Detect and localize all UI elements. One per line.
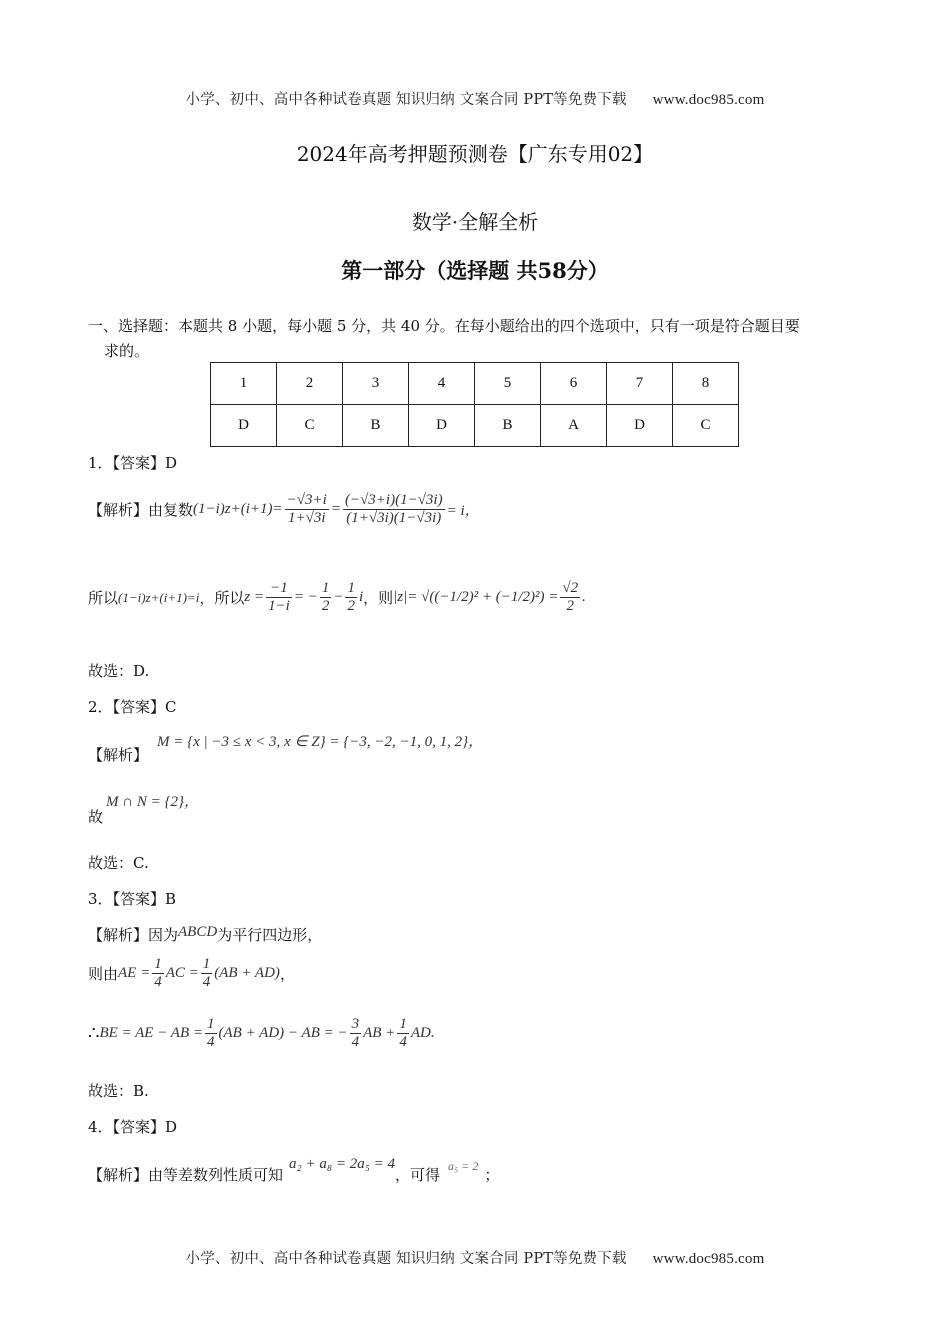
q1-z-rest: = −: [293, 589, 318, 605]
part-heading: 第一部分（选择题 共58分）: [341, 258, 609, 283]
q1-equation-tail: = i，: [446, 503, 480, 519]
fraction-denominator: 1+√3i: [287, 510, 326, 526]
q2-line2-prefix: 故: [88, 808, 104, 826]
q2-analysis-label: 【解析】: [88, 746, 149, 764]
table-cell: 6: [541, 363, 607, 405]
q3-ad: AD: [410, 1025, 431, 1041]
table-cell: C: [673, 405, 739, 447]
table-cell: D: [607, 405, 673, 447]
fraction-numerator: −1: [266, 580, 292, 598]
q3-fraction-5: [397, 1016, 409, 1051]
fraction-numerator: 1: [321, 580, 330, 596]
fraction-denominator: 2: [347, 598, 355, 614]
fraction-numerator: 1: [154, 956, 162, 972]
q1-fraction-5: [345, 580, 357, 615]
table-cell: 7: [607, 363, 673, 405]
q2-equation-2: M ∩ N = {2}: [106, 794, 184, 810]
q3-analysis-suffix: 为平行四边形，: [217, 926, 323, 944]
q1-line2-prefix: 所以: [88, 589, 119, 607]
fraction-denominator: 4: [202, 974, 211, 990]
q3-sum: (AB + AD): [214, 965, 280, 981]
q3-ac: AC =: [165, 965, 199, 981]
fraction-numerator: 1: [399, 1016, 407, 1032]
fraction-numerator: 1: [202, 956, 211, 972]
table-cell: B: [475, 405, 541, 447]
fraction-denominator: 1−i: [268, 598, 290, 614]
q1-z-minus: −: [333, 589, 344, 605]
q4-tail: ；: [484, 1166, 500, 1184]
q1-fraction-4: [320, 580, 332, 615]
q2-intersection: M ∩ N = {2}，: [106, 794, 199, 810]
q3-be-mid: (AB + AD) − AB = −: [218, 1025, 348, 1041]
q1-choice: 故选：D.: [88, 662, 150, 680]
q1-modulus-expression: |z|= √((−1/2)² + (−1/2)²) =: [393, 589, 559, 605]
q1-fraction-1: [285, 492, 329, 527]
q3-fraction-3: [205, 1016, 217, 1051]
fraction-denominator: 4: [154, 974, 162, 990]
q1-fraction-2: [343, 492, 445, 527]
q1-line2-then: ，则: [363, 589, 394, 607]
q3-choice: 故选：B.: [88, 1082, 149, 1100]
q3-analysis-line3: ∴ BE = AE − AB = $\frac{1}{4}$ (AB + AD) − AB = − $\frac{3}{4}$ AB + $\frac{1}{4}$ AD .: [88, 1016, 435, 1050]
q1-analysis-label: 【解析】由复数: [88, 501, 194, 519]
answer-table: [210, 362, 739, 447]
table-cell: B: [343, 405, 409, 447]
watermark-site-link[interactable]: www.doc985.com: [652, 1251, 765, 1267]
table-cell: 5: [475, 363, 541, 405]
q3-analysis-line1: [88, 924, 322, 945]
answer-table-answer-row: [211, 405, 739, 447]
q1-line2-mid: ，所以: [199, 589, 245, 607]
q1-fraction-3: [266, 580, 292, 615]
fraction-denominator: (1+√3i)(1−√3i): [346, 510, 442, 526]
q3-abcd: ABCD: [178, 924, 218, 940]
therefore-icon: ∴: [88, 1023, 100, 1044]
q3-analysis-line2: 则由 AE = $\frac{1}{4}$ AC = $\frac{1}{4}$ (AB + AD) ，: [88, 956, 295, 990]
q4-equation-1: a₂ + a₈ = 2a₅ = 4: [289, 1156, 396, 1172]
q1-analysis-line1: 【解析】由复数 (1−i)z+(i+1)= $\frac{-√3+i}{1+√3i}$ = $\frac{(-√3+i)(1-√3i)}{(1+√3i)(1-√3i)}$ = i，: [88, 492, 480, 526]
table-cell: C: [277, 405, 343, 447]
section-intro-line1: 一、选择题：本题共 8 小题，每小题 5 分，共 40 分。在每小题给出的四个选项中，只有一项是符合题目要: [88, 317, 800, 335]
document-subtitle: 数学·全解全析: [411, 210, 539, 234]
fraction-denominator: 4: [207, 1034, 215, 1050]
q3-fraction-1: [152, 956, 164, 991]
fraction-numerator: 1: [207, 1016, 215, 1032]
q1-analysis-line2: 所以 (1−i)z+(i+1)=i ，所以 z = $\frac{-1}{1-i}$ = − $\frac{1}{2}$ − $\frac{1}{2}$ i ，则 |z|= √((−1/2)² + (−1/2)²) = $\frac{√2}{2}$ .: [88, 580, 586, 614]
table-cell: 3: [343, 363, 409, 405]
q4-analysis-line1: [88, 1156, 500, 1185]
table-cell: D: [409, 405, 475, 447]
table-cell: D: [211, 405, 277, 447]
q2-equation-1: M = {x | −3 ≤ x < 3, x ∈ Z} = {−3, −2, −1, 0, 1, 2}: [157, 734, 469, 750]
q1-z-lhs: z =: [244, 589, 265, 605]
footer-watermark: [0, 1247, 950, 1268]
q3-ab: AB +: [363, 1025, 396, 1041]
fraction-numerator: 1: [347, 580, 355, 596]
q3-ae: AE =: [118, 965, 151, 981]
fraction-denominator: 2: [566, 598, 575, 614]
fraction-numerator: 3: [351, 1016, 360, 1032]
q1-z-i: i: [358, 589, 364, 605]
q1-answer-heading: 1．【答案】D: [88, 454, 178, 472]
table-cell: A: [541, 405, 607, 447]
fraction-denominator: 4: [351, 1034, 360, 1050]
q1-equation-lhs: (1−i)z+(i+1)=: [193, 501, 283, 517]
q3-answer-heading: 3．【答案】B: [88, 890, 177, 908]
q3-fraction-2: [201, 956, 213, 991]
q2-set-m: M = {x | −3 ≤ x < 3, x ∈ Z} = {−3, −2, −1, 0, 1, 2}，: [157, 734, 484, 750]
header-watermark: [0, 88, 950, 109]
watermark-site-link[interactable]: www.doc985.com: [652, 92, 765, 108]
section-intro-line2: 求的。: [104, 342, 150, 360]
q2-answer-heading: 2．【答案】C: [88, 698, 177, 716]
watermark-text: 小学、初中、高中各种试卷真题 知识归纳 文案合同 PPT等免费下载: [185, 92, 627, 108]
fraction-numerator: (−√3+i)(1−√3i): [344, 492, 443, 508]
fraction-numerator: √2: [562, 580, 579, 596]
document-title: 2024年高考押题预测卷【广东专用02】: [296, 142, 654, 166]
q4-mid: ，可得: [395, 1166, 441, 1184]
q3-be: BE = AE − AB =: [99, 1025, 204, 1041]
q1-equation-2: (1−i)z+(i+1)=i: [118, 589, 200, 605]
q4-analysis-label: 【解析】由等差数列性质可知: [88, 1166, 284, 1184]
q1-fraction-6: [560, 580, 580, 615]
table-cell: 8: [673, 363, 739, 405]
q3-fraction-4: [350, 1016, 362, 1051]
q4-equation-2: a₅ = 2: [448, 1159, 479, 1173]
q4-answer-heading: 4．【答案】D: [88, 1118, 178, 1136]
table-cell: 2: [277, 363, 343, 405]
fraction-denominator: 2: [321, 598, 330, 614]
q2-choice: 故选：C.: [88, 854, 149, 872]
q3-analysis-label: 【解析】因为: [88, 926, 179, 944]
fraction-denominator: 4: [399, 1034, 407, 1050]
table-cell: 4: [409, 363, 475, 405]
fraction-numerator: −√3+i: [286, 492, 327, 508]
table-cell: 1: [211, 363, 277, 405]
answer-table-number-row: [211, 363, 739, 405]
q3-line2-prefix: 则由: [88, 965, 119, 983]
watermark-text: 小学、初中、高中各种试卷真题 知识归纳 文案合同 PPT等免费下载: [185, 1251, 627, 1267]
